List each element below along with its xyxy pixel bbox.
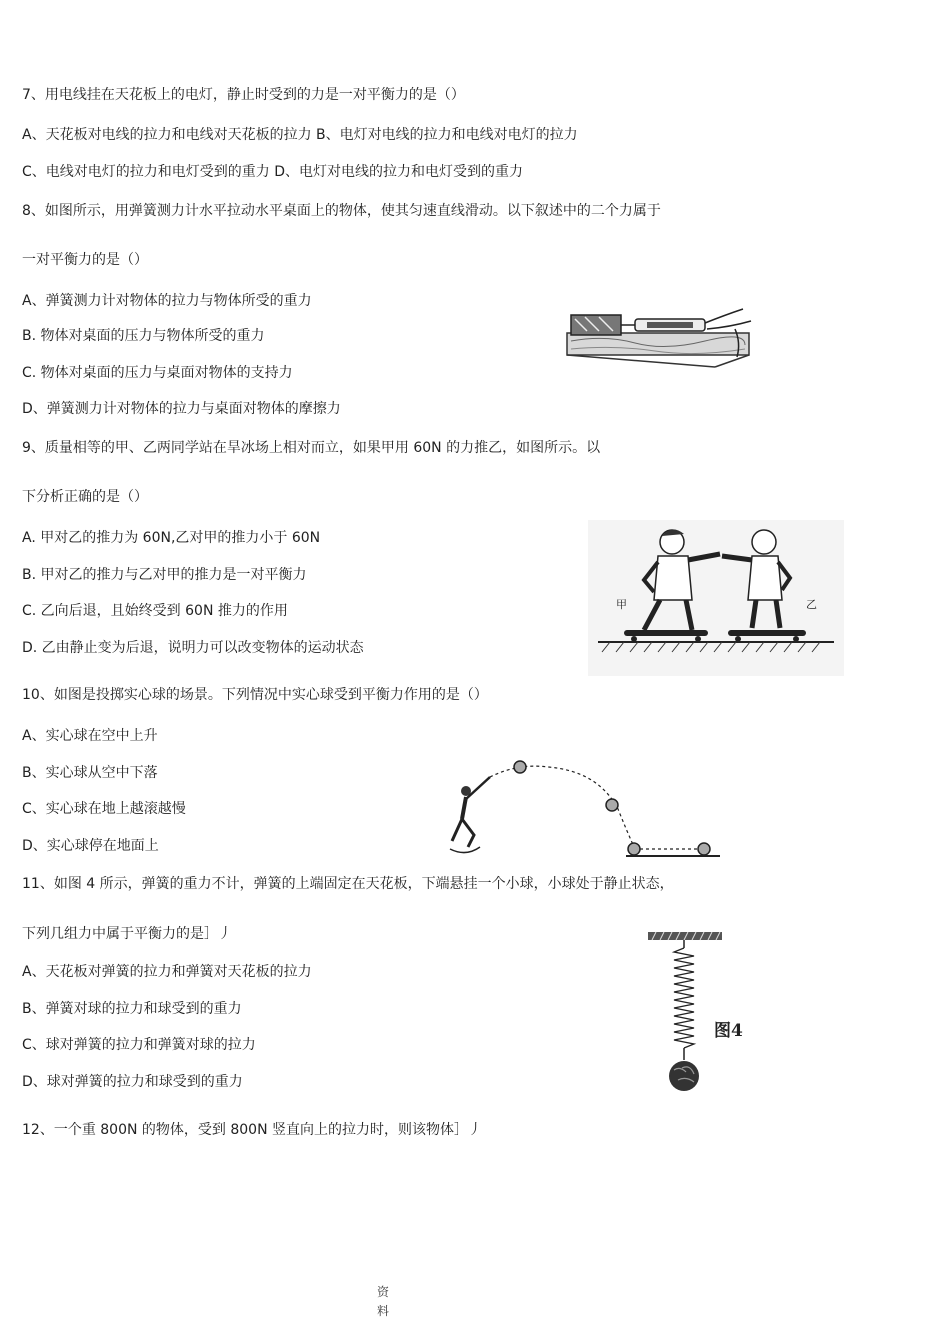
q9-stem-line1: 9、质量相等的甲、乙两同学站在旱冰场上相对而立，如果甲用 60N 的力推乙，如图所示。以 — [22, 440, 601, 456]
q7-options-ab: A、天花板对电线的拉力和电线对天花板的拉力 B、电灯对电线的拉力和电线对电灯的拉力 — [22, 127, 578, 143]
q10-option-b: B、实心球从空中下落 — [22, 765, 158, 781]
shot-put-trajectory-figure — [428, 757, 724, 863]
q8-option-d: D、弹簧测力计对物体的拉力与桌面对物体的摩擦力 — [22, 401, 341, 417]
footer-char-1: 资 — [376, 1285, 389, 1299]
q11-option-c: C、球对弹簧的拉力和弹簧对球的拉力 — [22, 1037, 256, 1053]
skater-label-right: 乙 — [806, 598, 817, 611]
q8-option-a: A、弹簧测力计对物体的拉力与物体所受的重力 — [22, 293, 312, 309]
q11-stem-line1: 11、如图 4 所示，弹簧的重力不计，弹簧的上端固定在天花板，下端悬挂一个小球，小球处于静止状态， — [22, 876, 674, 892]
figure-4-label: 图4 — [714, 1021, 743, 1041]
skaters-push-figure — [588, 520, 844, 676]
q9-option-d: D. 乙由静止变为后退，说明力可以改变物体的运动状态 — [22, 640, 364, 656]
q9-stem-line2: 下分析正确的是（） — [22, 489, 148, 505]
q11-option-b: B、弹簧对球的拉力和球受到的重力 — [22, 1001, 242, 1017]
q8-stem-line1: 8、如图所示，用弹簧测力计水平拉动水平桌面上的物体，使其匀速直线滑动。以下叙述中的二个力属于 — [22, 203, 661, 219]
spring-ball-illustration — [644, 928, 750, 1094]
q11-option-a: A、天花板对弹簧的拉力和弹簧对天花板的拉力 — [22, 964, 312, 980]
skater-label-left: 甲 — [616, 598, 627, 611]
q10-option-d: D、实心球停在地面上 — [22, 838, 159, 854]
footer-char-2: 料 — [376, 1304, 389, 1318]
spring-ball-figure — [644, 928, 750, 1094]
q8-option-c: C. 物体对桌面的压力与桌面对物体的支持力 — [22, 365, 293, 381]
q10-option-c: C、实心球在地上越滚越慢 — [22, 801, 186, 817]
spring-scale-block-figure — [565, 305, 755, 375]
q10-option-a: A、实心球在空中上升 — [22, 728, 158, 744]
q11-stem-line2: 下列几组力中属于平衡力的是］丿 — [22, 926, 232, 942]
q7-stem: 7、用电线挂在天花板上的电灯，静止时受到的力是一对平衡力的是（） — [22, 87, 465, 103]
q8-option-b: B. 物体对桌面的压力与物体所受的重力 — [22, 328, 265, 344]
q11-option-d: D、球对弹簧的拉力和球受到的重力 — [22, 1074, 243, 1090]
q9-option-c: C. 乙向后退，且始终受到 60N 推力的作用 — [22, 603, 288, 619]
q9-option-a: A. 甲对乙的推力为 60N,乙对甲的推力小于 60N — [22, 530, 321, 546]
q9-option-b: B. 甲对乙的推力与乙对甲的推力是一对平衡力 — [22, 567, 307, 583]
q12-stem: 12、一个重 800N 的物体，受到 800N 竖直向上的拉力时，则该物体］丿 — [22, 1122, 483, 1138]
q8-stem-line2: 一对平衡力的是（） — [22, 252, 148, 268]
q10-stem: 10、如图是投掷实心球的场景。下列情况中实心球受到平衡力作用的是（） — [22, 687, 488, 703]
q7-options-cd: C、电线对电灯的拉力和电灯受到的重力 D、电灯对电线的拉力和电灯受到的重力 — [22, 164, 524, 180]
